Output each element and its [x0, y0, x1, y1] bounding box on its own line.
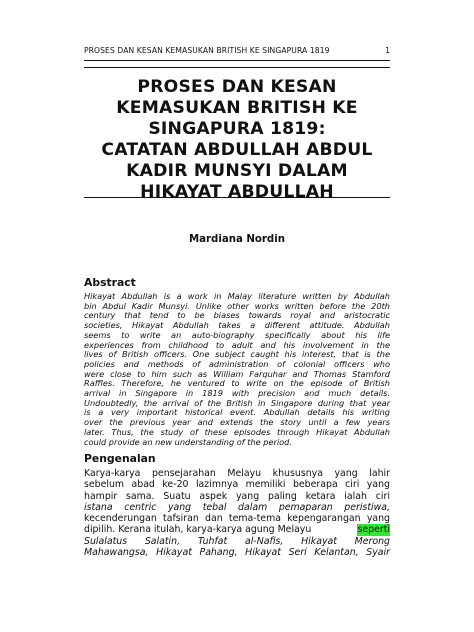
body-line: Karya-karya pensejarahan Melayu khususnya yang lahir — [84, 468, 390, 479]
abstract-line: were close to him such as William Farquhar and Thomas Stamford — [84, 368, 390, 379]
paper-title — [84, 77, 390, 203]
running-title: PROSES DAN KESAN KEMASUKAN BRITISH KE SINGAPURA 1819 — [84, 46, 330, 55]
body-line: kecenderungan tafsiran dan tema-tema kepengarangan yang — [84, 513, 390, 525]
body-line-text: dipilih. Kerana itulah, karya-karya agung Melayu — [84, 524, 312, 536]
title-line: SINGAPURA 1819: — [148, 119, 326, 139]
abstract-line: arrival in Singapore in 1819 with precision and much details. — [84, 388, 390, 399]
title-line: HIKAYAT ABDULLAH — [140, 182, 334, 202]
title-line: KADIR MUNSYI DALAM — [126, 161, 348, 181]
body-line: hampir sama. Suatu aspek yang paling ketara ialah ciri — [84, 490, 390, 502]
abstract-line: later. Thus, the study of these episodes through Hikayat Abdullah — [84, 426, 390, 437]
body-line: istana centric yang tebal dalam pemaparan peristiwa, — [84, 501, 390, 513]
title-line: KEMASUKAN BRITISH KE — [116, 98, 358, 118]
abstract-line: bin Abdul Kadir Munsyi. Unlike other works written before the 20th — [84, 300, 390, 311]
abstract-line: Undoubtedly, the arrival of the British in Singapore during that year — [84, 397, 390, 408]
body-line: Sulalatus Salatin, Tuhfat al-Nafis, Hikayat Merong — [84, 535, 390, 547]
abstract-line: lives of British officers. One subject caught his interest, that is the — [84, 349, 390, 360]
title-line: PROSES DAN KESAN — [137, 77, 337, 97]
abstract-line: Hikayat Abdullah is a work in Malay literature written by Abdullah — [84, 291, 390, 301]
title-line: CATATAN ABDULLAH ABDUL — [101, 140, 373, 160]
intro-heading: Pengenalan — [84, 452, 156, 465]
abstract-text — [84, 292, 390, 447]
abstract-line: policies and methods of administration of colonial officers who — [84, 358, 390, 369]
page-number: 1 — [385, 46, 390, 55]
author-name: Mardiana Nordin — [189, 234, 285, 245]
body-line: Mahawangsa, Hikayat Pahang, Hikayat Seri Kelantan, Syair — [84, 547, 390, 559]
title-rule-bottom — [84, 197, 390, 198]
abstract-line: century that tend to be biases towards royal and aristocratic — [84, 310, 390, 321]
abstract-line: Raffles. Therefore, he ventured to write on the episode of British — [84, 378, 390, 389]
running-header — [84, 46, 390, 55]
body-line — [84, 524, 390, 535]
abstract-line: societies, Hikayat Abdullah takes a different attitude. Abdullah — [84, 320, 390, 331]
abstract-line: could provide an new understanding of the period. — [84, 436, 292, 447]
highlighted-word: seperti — [357, 524, 390, 536]
abstract-line: experiences from childhood to adult and his involvement in the — [84, 339, 390, 350]
abstract-line: is a very important historical event. Abdullah details his writing — [84, 407, 390, 418]
body-line: sebelum abad ke-20 lazimnya memiliki beberapa ciri yang — [84, 479, 390, 491]
abstract-line: over the previous year and extends the story until a few years — [84, 417, 390, 428]
intro-text — [84, 468, 390, 558]
title-rule-top — [84, 67, 390, 68]
abstract-heading: Abstract — [84, 276, 136, 289]
abstract-line: seems to write an auto-biography specifically about his life — [84, 329, 390, 340]
header-rule — [84, 60, 390, 61]
